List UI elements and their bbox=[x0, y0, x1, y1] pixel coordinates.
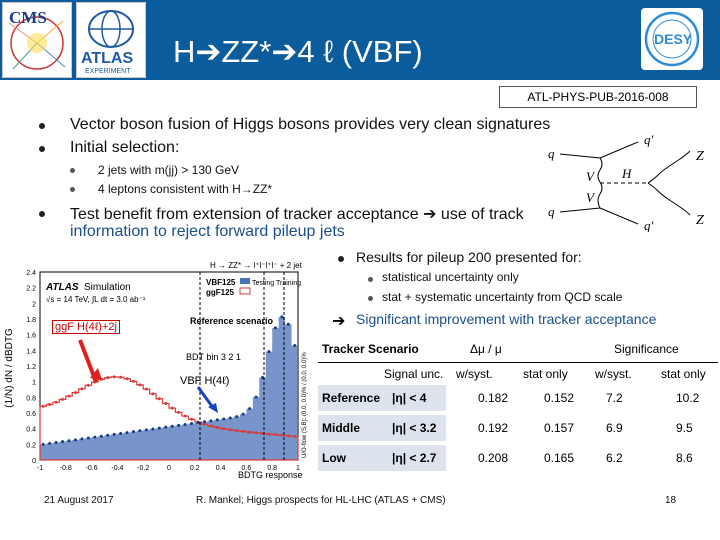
footer-page: 18 bbox=[665, 495, 677, 506]
bdt-plot bbox=[0, 258, 318, 480]
table-cell: 0.182 bbox=[478, 391, 509, 405]
bullet-tracker bbox=[70, 204, 524, 224]
ggf-point bbox=[164, 402, 167, 405]
results-stat: statistical uncertainty only bbox=[382, 270, 519, 284]
ggf-point bbox=[248, 431, 251, 434]
x-tick-label: 1 bbox=[296, 465, 300, 472]
vbf-point bbox=[42, 443, 45, 446]
page-title bbox=[173, 34, 423, 70]
arrow-right-icon: ➔ bbox=[423, 206, 437, 223]
title-part-1: H bbox=[173, 34, 196, 69]
cms-logo bbox=[2, 2, 72, 78]
ggf-point bbox=[145, 388, 148, 391]
cms-logo-text: CMS bbox=[9, 8, 47, 27]
vbf-point bbox=[235, 415, 238, 418]
results-conclusion bbox=[356, 311, 656, 327]
x-tick-label: -0.4 bbox=[111, 465, 124, 472]
vbf-point bbox=[222, 418, 225, 421]
vbf-point bbox=[93, 436, 96, 439]
results-syst: stat + systematic uncertainty from QCD scale bbox=[382, 290, 623, 304]
table-sub-stat1: stat only bbox=[523, 367, 568, 381]
table-row-cut: |η| < 3.2 bbox=[392, 421, 437, 435]
vbf-point bbox=[68, 439, 71, 442]
table-cell: 0.208 bbox=[478, 451, 509, 465]
sub-bullet-leptons bbox=[98, 182, 272, 196]
results-table bbox=[318, 338, 718, 473]
ggf-point bbox=[229, 428, 232, 431]
ggf-point bbox=[222, 427, 225, 430]
x-tick-label: -0.2 bbox=[137, 465, 150, 472]
x-tick-label: 0.6 bbox=[241, 465, 252, 472]
bullet-dot bbox=[39, 146, 45, 152]
annot-ggf bbox=[52, 320, 120, 334]
y-tick-label: 0.2 bbox=[26, 442, 36, 450]
desy-logo-graphic bbox=[635, 4, 709, 74]
vbf-point bbox=[229, 417, 232, 420]
reference-text: ATL-PHYS-PUB-2016-008 bbox=[527, 90, 669, 104]
ggf-point bbox=[119, 376, 122, 379]
bdt-plot-svg bbox=[0, 258, 318, 480]
sub-bullet-leptons-text: 4 leptons consistent with H bbox=[98, 182, 241, 196]
plot-bin-label: BDT bin 3 2 1 bbox=[186, 352, 241, 362]
arrow-right-icon: → bbox=[240, 182, 253, 196]
feynman-diagram bbox=[540, 132, 720, 232]
table-cell: 9.5 bbox=[676, 421, 693, 435]
footer-date: 21 August 2017 bbox=[44, 495, 114, 506]
plot-side-text: U/O-flow (S,B): (0.0, 0.0)% / (0.0, 0.0)% bbox=[302, 352, 308, 458]
reference-box bbox=[499, 86, 697, 108]
annot-vbf-text: VBF H(4ℓ) bbox=[180, 375, 230, 387]
table-row-name: Middle bbox=[322, 421, 360, 435]
vbf-point bbox=[80, 437, 83, 440]
feynman-h: H bbox=[622, 166, 632, 181]
vbf-point bbox=[138, 429, 141, 432]
vbf-point bbox=[287, 323, 290, 326]
table-row-label bbox=[318, 415, 446, 441]
vbf-point bbox=[61, 440, 64, 443]
vbf-point bbox=[171, 425, 174, 428]
annot-ggf-arrow bbox=[60, 338, 110, 388]
table-row-label bbox=[318, 445, 446, 471]
table-h-sig: Significance bbox=[614, 342, 679, 356]
ggf-point bbox=[68, 395, 71, 398]
vbf-point bbox=[100, 435, 103, 438]
arrow-right-icon: ➔ bbox=[332, 313, 346, 330]
table-row bbox=[318, 443, 718, 473]
ggf-point bbox=[61, 398, 64, 401]
x-tick-label: 0.2 bbox=[189, 465, 200, 472]
vbf-point bbox=[190, 422, 193, 425]
table-cell: 8.6 bbox=[676, 451, 693, 465]
plot-lumi: √s = 14 TeV, ∫L dt = 3.0 ab⁻¹ bbox=[46, 295, 146, 304]
arrow-right-icon: ➔ bbox=[271, 34, 298, 69]
vbf-point bbox=[267, 350, 270, 353]
sub-bullet-dot bbox=[368, 277, 373, 282]
vbf-point bbox=[280, 315, 283, 318]
table-h-dmu: Δμ / μ bbox=[470, 342, 502, 356]
sub-bullet-dot bbox=[70, 187, 75, 192]
ggf-point bbox=[126, 377, 129, 380]
vbf-point bbox=[126, 431, 129, 434]
y-tick-label: 1.8 bbox=[26, 317, 36, 324]
table-cell: 6.9 bbox=[606, 421, 623, 435]
sub-bullet-leptons-end: ZZ* bbox=[252, 182, 273, 196]
feynman-qprime-bot: q′ bbox=[644, 218, 654, 232]
table-header bbox=[318, 338, 718, 363]
plot-exp-label: ATLAS bbox=[46, 282, 79, 293]
ggf-point bbox=[267, 433, 270, 436]
y-tick-label: 0.4 bbox=[26, 426, 36, 434]
ggf-point bbox=[235, 429, 238, 432]
vbf-point bbox=[48, 442, 51, 445]
ggf-point bbox=[287, 434, 290, 437]
vbf-point bbox=[255, 396, 258, 399]
arrow-right-icon: ➔ bbox=[195, 34, 222, 69]
table-sub-wsyst1: w/syst. bbox=[456, 367, 493, 381]
table-row bbox=[318, 383, 718, 413]
y-tick-label: 2.4 bbox=[26, 270, 36, 277]
y-tick-label: 0.8 bbox=[26, 395, 36, 403]
table-h-scenario: Tracker Scenario bbox=[322, 342, 419, 356]
results-intro: Results for pileup 200 presented for: bbox=[356, 249, 582, 265]
feynman-q-top: q bbox=[548, 146, 555, 161]
plot-scenario: Reference scenario bbox=[190, 316, 274, 326]
ggf-point bbox=[74, 391, 77, 394]
title-part-3: 4 ℓ (VBF) bbox=[297, 34, 423, 69]
table-sub-unc: Signal unc. bbox=[384, 367, 444, 381]
table-cell: 6.2 bbox=[606, 451, 623, 465]
annot-vbf-arrow bbox=[196, 385, 226, 415]
table-cell: 0.152 bbox=[544, 391, 575, 405]
ggf-point bbox=[113, 375, 116, 378]
ggf-point bbox=[255, 431, 258, 434]
ggf-point bbox=[151, 392, 154, 395]
plot-exp-sub: Simulation bbox=[84, 282, 131, 293]
x-tick-label: -0.8 bbox=[59, 465, 72, 472]
vbf-point bbox=[216, 418, 219, 421]
ggf-point bbox=[184, 415, 187, 418]
bullet-tracker-b: use of track bbox=[436, 206, 524, 223]
vbf-point bbox=[113, 433, 116, 436]
x-tick-label: -0.6 bbox=[85, 465, 98, 472]
ggf-point bbox=[209, 424, 212, 427]
table-row-cut: |η| < 2.7 bbox=[392, 451, 437, 465]
table-cell: 7.2 bbox=[606, 391, 623, 405]
feynman-qprime-top: q′ bbox=[644, 132, 654, 147]
table-sub-wsyst2: w/syst. bbox=[595, 367, 632, 381]
vbf-point bbox=[119, 432, 122, 435]
x-tick-label: 0 bbox=[167, 465, 171, 472]
vbf-point bbox=[197, 421, 200, 424]
x-tick-label: 0.4 bbox=[215, 465, 226, 472]
table-row-label bbox=[318, 385, 446, 411]
ggf-point bbox=[242, 430, 245, 433]
ggf-point bbox=[138, 383, 141, 386]
results-conclusion-a: Significant improvement bbox=[356, 311, 506, 327]
bullet-vbf: Vector boson fusion of Higgs bosons provides very clean signatures bbox=[70, 116, 551, 133]
vbf-point bbox=[55, 441, 58, 444]
y-tick-label: 1.6 bbox=[26, 332, 36, 340]
sub-bullet-mjj: 2 jets with m(jj) > 130 GeV bbox=[98, 163, 240, 177]
vbf-point bbox=[209, 419, 212, 422]
vbf-point bbox=[248, 407, 251, 410]
plot-y-axis-label: (1/N) dN / dBDTG bbox=[4, 328, 15, 408]
vbf-point bbox=[293, 344, 296, 347]
ggf-point bbox=[132, 380, 135, 383]
bullet-tracker-a: Test benefit from extension of tracker acceptance bbox=[70, 206, 424, 223]
bullet-dot bbox=[39, 211, 45, 217]
legend-vbf-swatch bbox=[240, 278, 250, 284]
table-row-name: Low bbox=[322, 451, 346, 465]
annot-ggf-text: ggF H(4ℓ)+2j bbox=[55, 321, 117, 333]
plot-header: H → ZZ* → l⁺l⁻l⁺l⁻ + 2 jet bbox=[210, 261, 302, 270]
title-part-2: ZZ* bbox=[221, 34, 272, 69]
feynman-v1: V bbox=[586, 169, 594, 184]
vbf-point bbox=[203, 420, 206, 423]
desy-logo bbox=[635, 4, 709, 74]
legend-ggf: ggF125 bbox=[206, 288, 235, 297]
table-cell: 0.157 bbox=[544, 421, 575, 435]
results-conclusion-b: with tracker acceptance bbox=[505, 311, 657, 327]
y-tick-label: 2.2 bbox=[26, 285, 36, 293]
ggf-point bbox=[280, 434, 283, 437]
y-tick-label: 0 bbox=[32, 458, 36, 465]
table-cell: 0.165 bbox=[544, 451, 575, 465]
vbf-point bbox=[274, 326, 277, 329]
plot-x-axis-label: BDTG response bbox=[238, 470, 303, 480]
y-tick-label: 1 bbox=[32, 379, 36, 387]
table-cell: 10.2 bbox=[676, 391, 700, 405]
vbf-point bbox=[145, 428, 148, 431]
vbf-point bbox=[151, 427, 154, 430]
feynman-q-bot: q bbox=[548, 204, 555, 219]
table-row-name: Reference bbox=[322, 391, 381, 405]
y-tick-label: 2 bbox=[32, 301, 36, 309]
x-tick-label: 0.8 bbox=[267, 465, 278, 472]
ggf-point bbox=[274, 433, 277, 436]
vbf-point bbox=[106, 434, 109, 437]
y-tick-label: 0.6 bbox=[26, 411, 36, 418]
footer-center: R. Mankel; Higgs prospects for HL-LHC (ATLAS + CMS) bbox=[196, 495, 446, 506]
legend-vbf: VBF125 bbox=[206, 278, 236, 287]
y-tick-label: 1.4 bbox=[26, 348, 36, 356]
feynman-z1: Z bbox=[696, 149, 704, 164]
atlas-logo-graphic bbox=[77, 3, 145, 77]
atlas-logo bbox=[76, 2, 146, 78]
legend-testing: Testing bbox=[252, 280, 275, 287]
atlas-logo-text: ATLAS bbox=[81, 50, 134, 67]
legend-training: Training bbox=[276, 280, 302, 287]
vbf-point bbox=[158, 427, 161, 430]
bullet-dot bbox=[338, 256, 344, 262]
ggf-point bbox=[293, 435, 296, 438]
vbf-point bbox=[184, 423, 187, 426]
ggf-point bbox=[42, 405, 45, 408]
vbf-point bbox=[177, 424, 180, 427]
vbf-point bbox=[242, 413, 245, 416]
table-sub-stat2: stat only bbox=[661, 367, 706, 381]
cms-logo-graphic bbox=[3, 3, 71, 77]
ggf-point bbox=[48, 403, 51, 406]
table-row bbox=[318, 413, 718, 443]
bullet-tracker-line2: information to reject forward pileup jets bbox=[70, 223, 345, 240]
ggf-point bbox=[55, 401, 58, 404]
atlas-logo-subtext: EXPERIMENT bbox=[85, 68, 131, 75]
ggf-point bbox=[190, 418, 193, 421]
sub-bullet-dot bbox=[70, 168, 75, 173]
vbf-point bbox=[132, 430, 135, 433]
ggf-point bbox=[216, 426, 219, 429]
table-subheader bbox=[318, 363, 718, 383]
y-tick-label: 1.2 bbox=[26, 364, 36, 371]
ggf-point bbox=[171, 407, 174, 410]
table-cell: 0.192 bbox=[478, 421, 509, 435]
desy-logo-text: DESY bbox=[654, 31, 693, 47]
vbf-point bbox=[74, 438, 77, 441]
sub-bullet-dot bbox=[368, 296, 373, 301]
bullet-selection: Initial selection: bbox=[70, 139, 180, 156]
x-tick-label: -1 bbox=[36, 465, 44, 472]
ggf-point bbox=[177, 411, 180, 414]
vbf-point bbox=[164, 426, 167, 429]
ggf-point bbox=[158, 397, 161, 400]
feynman-z2: Z bbox=[696, 213, 704, 228]
vbf-point bbox=[87, 437, 90, 440]
table-row-cut: |η| < 4 bbox=[392, 391, 427, 405]
feynman-v2: V bbox=[586, 190, 594, 205]
bullet-dot bbox=[39, 123, 45, 129]
